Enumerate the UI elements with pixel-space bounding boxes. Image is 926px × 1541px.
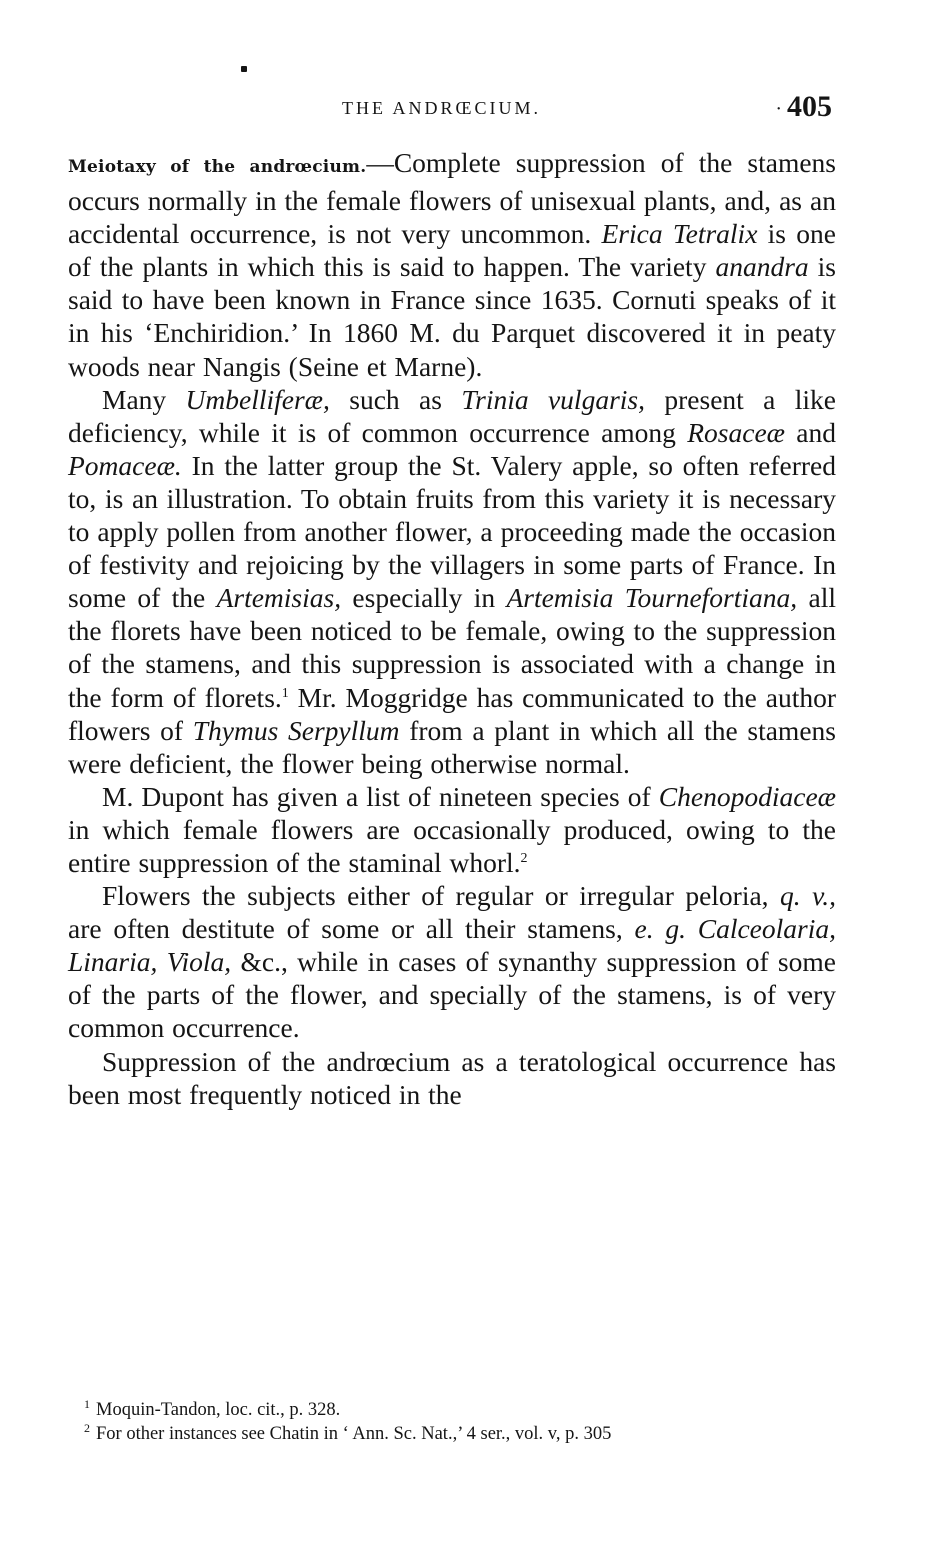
page-title: THE ANDRŒCIUM. [342, 98, 542, 118]
paragraph-dupont [68, 780, 836, 879]
text-run: are often destitute of some or all their stamens, [68, 913, 635, 945]
italic-run: Chenopodiaceæ [658, 780, 836, 812]
text-run: especially in [341, 582, 507, 614]
italic-run: Umbelliferæ, [185, 383, 330, 415]
footnote-ref: 1 [281, 685, 289, 701]
paragraph-umbelliferae [68, 383, 836, 780]
text-run: Suppression of the andrœcium as a teratological occurrence has been most frequently noticed in the [68, 1045, 836, 1110]
italic-run: q. v., [780, 880, 836, 912]
text-run: present a like deficiency, while it is of common occurrence among [68, 383, 836, 448]
footnotes [84, 1398, 844, 1446]
side-heading: Meiotaxy of the andrœcium. [68, 157, 367, 177]
italic-run: Artemisias, [216, 582, 342, 614]
text-run: in which female flowers are occasionally produced, owing to the entire suppression of the staminal whorl. [68, 813, 836, 878]
paragraph-meiotaxy [68, 146, 836, 383]
ink-speck [241, 66, 247, 72]
italic-run: e. g. Calceolaria, Linaria, Viola, [68, 913, 836, 978]
italic-run: Artemisia Tournefortiana, [506, 582, 798, 614]
italic-run: anandra [715, 251, 809, 283]
body-text [68, 146, 836, 1111]
paragraph-suppression [68, 1045, 836, 1111]
text-run: and [785, 416, 836, 448]
footnote-ref: 2 [520, 850, 528, 866]
footnote-text: Moquin-Tandon, loc. cit., p. 328. [96, 1400, 341, 1420]
footnote-text: For other instances see Chatin in ‘ Ann. Sc. Nat.,’ 4 ser., vol. v, p. 305 [96, 1424, 612, 1444]
footnote-mark: 1 [84, 1396, 90, 1411]
text-run: In the latter group the St. Valery apple, so often referred to, is an illustration. To obtain fruits from this variety it is necessary to apply pollen from another flower, a proceeding made the occasion of festivity and rejoicing by the villagers in some parts of France. In some of the [68, 449, 836, 614]
text-run: Mr. Moggridge has communicated to the author flowers of [68, 681, 836, 746]
italic-run: Pomaceæ. [68, 449, 182, 481]
text-run: such as [329, 383, 462, 415]
page-number: · 405 [775, 90, 832, 124]
paragraph-peloria [68, 879, 836, 1044]
italic-run: Trinia vulgaris, [461, 383, 645, 415]
text-run: from a plant in which all the stamens were deficient, the flower being otherwise normal. [68, 714, 836, 779]
text-run: M. Dupont has given a list of nineteen species of [102, 780, 659, 812]
running-head [68, 92, 838, 126]
text-run: Flowers the subjects either of regular or irregular peloria, [102, 880, 780, 912]
text-run: Many [102, 383, 186, 415]
footnote [84, 1422, 844, 1446]
text-run: —Complete suppression of the stamens occurs normally in the female flowers of unisexual plants, and, as an accidental occurrence, is not very uncommon. [68, 147, 836, 250]
text-run: all the florets have been noticed to be female, owing to the suppression of the stamens, and this suppression is associated with a change in the form of florets. [68, 582, 836, 713]
footnote [84, 1398, 844, 1422]
text-run: is one of the plants in which this is said to happen. The variety [68, 218, 836, 283]
footnote-mark: 2 [84, 1420, 90, 1435]
text-run: is said to have been known in France since 1635. Cornuti speaks of it in his ‘Enchiridion.’ In 1860 M. du Parquet discovered it in peaty woods near Nangis (Seine et Marne). [68, 251, 836, 382]
italic-run: Rosaceæ [687, 416, 785, 448]
text-run: &c., while in cases of synanthy suppression of some of the parts of the flower, and specially of the stamens, is of very common occurrence. [68, 946, 836, 1044]
italic-run: Erica Tetralix [601, 218, 758, 250]
italic-run: Thymus Serpyllum [192, 714, 400, 746]
